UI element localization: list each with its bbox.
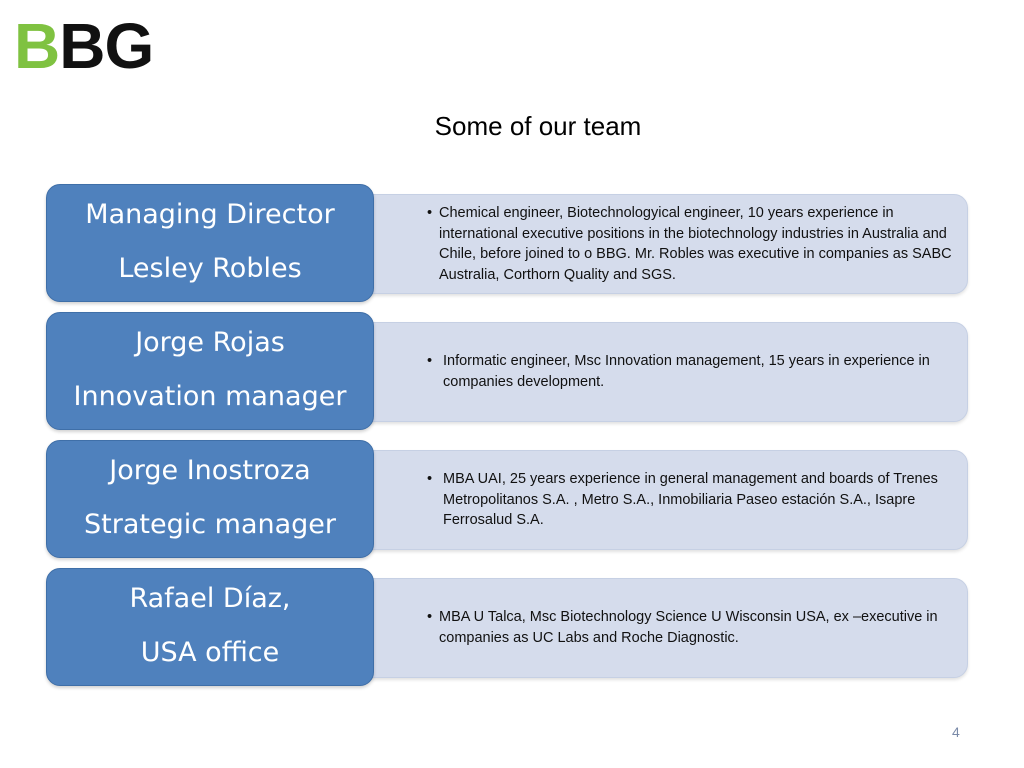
bullet-icon: • [427, 353, 433, 369]
team-name-box [46, 184, 374, 302]
team-name: Jorge Rojas [135, 327, 285, 358]
team-name-box [46, 312, 374, 430]
team-detail-box [346, 578, 968, 678]
slide-title: Some of our team [434, 111, 642, 141]
team-name-box [46, 440, 374, 558]
team-name: Lesley Robles [118, 253, 302, 284]
team-row [46, 184, 968, 304]
team-row [46, 312, 968, 432]
team-description: Chemical engineer, Biotechnologyical engineer, 10 years experience in international executive positions in the biotechnology industries in Australia and Chile, before joined to o BBG. Mr. Robles was executive in companies as SABC Australia, Corthorn Quality and SGS. [439, 205, 952, 283]
team-detail-box [346, 322, 968, 422]
bullet-icon: • [427, 471, 433, 487]
team-row [46, 440, 968, 560]
bullet-icon: • [427, 205, 433, 221]
page-number: 4 [952, 724, 960, 740]
team-description: MBA U Talca, Msc Biotechnology Science U Wisconsin USA, ex –executive in companies as UC Labs and Roche Diagnostic. [439, 609, 938, 646]
team-name-box [46, 568, 374, 686]
team-role: USA office [140, 637, 280, 668]
team-name: Rafael Díaz, [129, 583, 291, 614]
logo-letters-bg: BG [59, 10, 154, 82]
team-detail-box [346, 450, 968, 550]
logo-letter-b: B [14, 10, 60, 82]
team-description: MBA UAI, 25 years experience in general management and boards of Trenes Metropolitanos S.A. , Metro S.A., Inmobiliaria Paseo estación S.A., Isapre Ferrosalud S.A. [443, 471, 938, 528]
team-role: Strategic manager [84, 509, 336, 540]
team-name: Jorge Inostroza [109, 455, 311, 486]
team-description: Informatic engineer, Msc Innovation management, 15 years in experience in companies development. [443, 353, 930, 390]
team-detail-box [346, 194, 968, 294]
team-role: Managing Director [85, 199, 335, 230]
team-row [46, 568, 968, 688]
bbg-logo [14, 8, 153, 84]
bullet-icon: • [427, 609, 433, 625]
team-role: Innovation manager [73, 381, 347, 412]
